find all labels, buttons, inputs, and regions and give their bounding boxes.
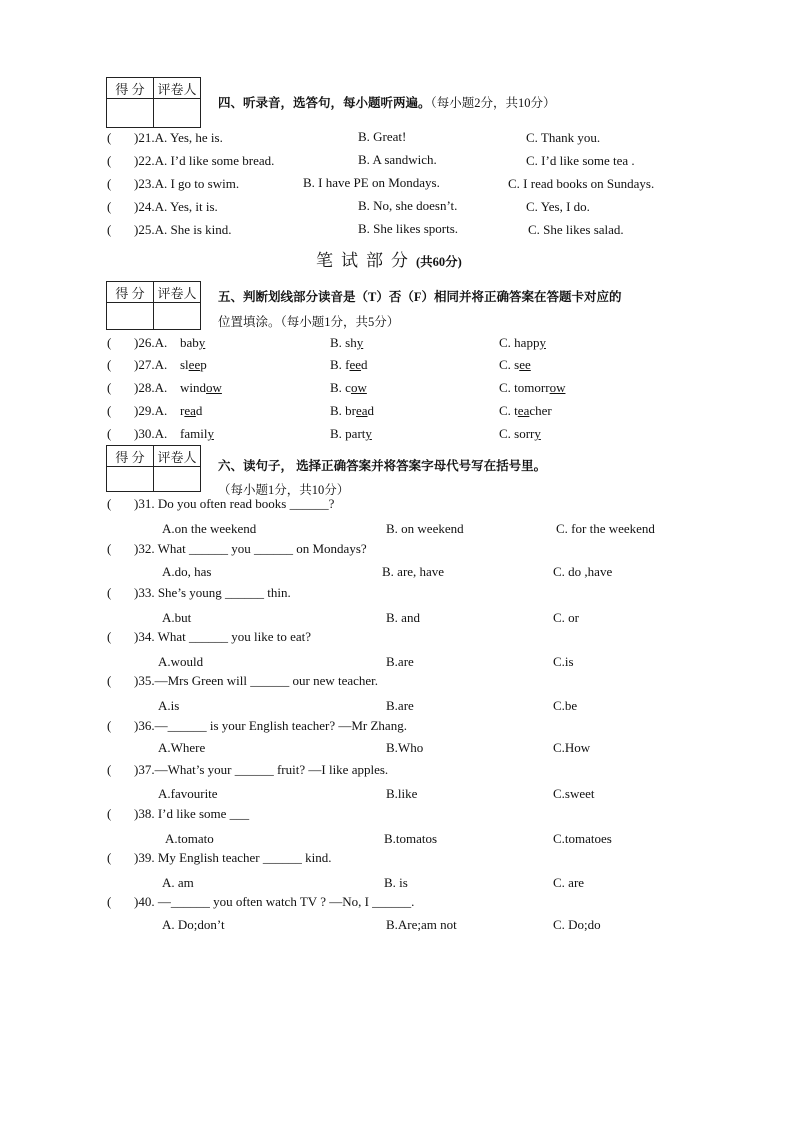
question-option-b: B. A sandwich. — [358, 152, 437, 167]
score-box-section6 — [106, 445, 201, 492]
answer-paren[interactable]: ( — [107, 762, 112, 777]
option-c — [499, 426, 541, 442]
question-option-a: )21.A. Yes, he is. — [134, 130, 223, 145]
option-a — [180, 426, 214, 442]
score-cell[interactable] — [107, 303, 154, 330]
word-part: B. br — [330, 403, 356, 418]
question-number: )27.A. — [134, 357, 168, 372]
answer-paren[interactable]: ( — [107, 673, 112, 688]
option-b: B.tomatos — [384, 831, 438, 846]
option-a — [180, 380, 222, 396]
answer-paren[interactable]: ( — [107, 718, 112, 733]
question-option-c: C. Thank you. — [526, 130, 601, 145]
score-box-section4 — [106, 77, 201, 128]
word-part: C. sorr — [499, 426, 535, 441]
question-text: )35.—Mrs Green will ______ our new teacher. — [134, 673, 379, 688]
word-part: famil — [180, 426, 208, 441]
answer-paren[interactable]: ( — [107, 403, 112, 418]
option-b: B. and — [386, 610, 420, 625]
underlined-sound: y — [534, 426, 541, 441]
question-text: )31. Do you often read books ______? — [134, 496, 335, 511]
score-label: 得 分 — [107, 446, 154, 467]
question-number: )26.A. — [134, 335, 168, 350]
answer-paren[interactable]: ( — [107, 380, 112, 395]
option-c: C.How — [553, 740, 591, 755]
question-option-a: )22.A. I’d like some bread. — [134, 153, 275, 168]
word-part: wind — [180, 380, 206, 395]
option-b — [330, 335, 363, 351]
underlined-sound: ea — [356, 403, 368, 418]
option-b — [330, 380, 367, 396]
question-option-b: B. Great! — [358, 129, 407, 144]
question-number: )29.A. — [134, 403, 168, 418]
question-text: )33. She’s young ______ thin. — [134, 585, 291, 600]
option-c — [499, 335, 546, 351]
answer-paren[interactable]: ( — [107, 426, 112, 441]
option-c: C.tomatoes — [553, 831, 612, 846]
section6-title-line1: 六、读句子， 选择正确答案并将答案字母代号写在括号里。 — [218, 459, 547, 473]
option-a — [180, 403, 202, 419]
option-c: C. or — [553, 610, 579, 625]
grader-label: 评卷人 — [154, 446, 201, 467]
option-b — [330, 357, 368, 373]
answer-paren[interactable]: ( — [107, 130, 112, 145]
word-part: d — [361, 357, 368, 372]
option-b: B. are, have — [382, 564, 445, 579]
question-option-a: )23.A. I go to swim. — [134, 176, 240, 191]
word-part: B. c — [330, 380, 351, 395]
option-c — [499, 380, 565, 396]
question-text: )37.—What’s your ______ fruit? —I like apples. — [134, 762, 389, 777]
question-text: )38. I’d like some ___ — [134, 806, 250, 821]
option-b: B.like — [386, 786, 418, 801]
underlined-sound: ow — [206, 380, 222, 395]
question-option-c: C. Yes, I do. — [526, 199, 590, 214]
answer-paren[interactable]: ( — [107, 335, 112, 350]
underlined-sound: ow — [350, 380, 367, 395]
answer-paren[interactable]: ( — [107, 153, 112, 168]
underlined-sound: y — [198, 335, 206, 350]
answer-paren[interactable]: ( — [107, 199, 112, 214]
question-number: )28.A. — [134, 380, 168, 395]
option-a: A.would — [158, 654, 204, 669]
written-section-title: 笔试部分(共60分) — [316, 251, 462, 270]
section4-title: 四、听录音，选答句，每小题听两遍。（每小题2分，共10分） — [218, 96, 556, 110]
underlined-sound: ee — [519, 357, 531, 372]
word-part: C. tomorr — [499, 380, 550, 395]
question-option-a: )24.A. Yes, it is. — [134, 199, 218, 214]
question-option-b: B. No, she doesn’t. — [358, 198, 458, 213]
word-part: d — [195, 403, 203, 418]
answer-paren[interactable]: ( — [107, 541, 112, 556]
answer-paren[interactable]: ( — [107, 357, 112, 372]
answer-paren[interactable]: ( — [107, 585, 112, 600]
option-a: A.tomato — [165, 831, 214, 846]
option-a: A.favourite — [158, 786, 218, 801]
grader-cell[interactable] — [154, 467, 201, 492]
question-option-c: C. She likes salad. — [528, 222, 624, 237]
underlined-sound: ea — [517, 403, 530, 418]
option-a: A.on the weekend — [162, 521, 257, 536]
option-b: B.Are;am not — [386, 917, 457, 932]
underlined-sound: ee — [188, 357, 201, 372]
option-a: A.but — [162, 610, 192, 625]
option-c: C.is — [553, 654, 574, 669]
word-part: bab — [180, 335, 199, 350]
score-label: 得 分 — [107, 78, 154, 99]
answer-paren[interactable]: ( — [107, 850, 112, 865]
word-part: C. t — [499, 403, 518, 418]
grader-cell[interactable] — [154, 303, 201, 330]
question-option-b: B. I have PE on Mondays. — [303, 175, 440, 190]
score-cell[interactable] — [107, 467, 154, 492]
underlined-sound: y — [207, 426, 214, 441]
answer-paren[interactable]: ( — [107, 629, 112, 644]
section6-title-line2: （每小题1分，共10分） — [218, 483, 350, 497]
option-a: A.do, has — [162, 564, 212, 579]
question-option-a: )25.A. She is kind. — [134, 222, 232, 237]
section5-title-line2: 位置填涂。（每小题1分，共5分） — [218, 315, 400, 329]
question-text: )39. My English teacher ______ kind. — [134, 850, 332, 865]
option-a — [180, 335, 205, 351]
option-b — [330, 426, 372, 442]
question-text: )40. —______ you often watch TV ? —No, I ______. — [134, 894, 415, 909]
grader-label: 评卷人 — [154, 78, 201, 99]
option-c — [499, 357, 531, 373]
word-part: d — [367, 403, 375, 418]
question-option-b: B. She likes sports. — [358, 221, 459, 236]
word-part: sl — [180, 357, 189, 372]
option-b — [330, 403, 374, 419]
option-a: A.Where — [158, 740, 206, 755]
score-cell[interactable] — [107, 99, 154, 128]
answer-paren[interactable]: ( — [107, 176, 112, 191]
word-part: p — [200, 357, 207, 372]
answer-paren[interactable]: ( — [107, 806, 112, 821]
word-part: C. s — [499, 357, 520, 372]
option-a — [180, 357, 207, 373]
section5-title-line1: 五、判断划线部分读音是（T）否（F）相同并将正确答案在答题卡对应的 — [218, 290, 622, 304]
option-b: B.are — [386, 654, 414, 669]
score-label: 得 分 — [107, 282, 154, 303]
question-text: )32. What ______ you ______ on Mondays? — [134, 541, 367, 556]
option-c — [499, 403, 552, 419]
underlined-sound: y — [365, 426, 372, 441]
question-option-c: C. I’d like some tea . — [526, 153, 635, 168]
option-a: A. Do;don’t — [162, 917, 225, 932]
word-part: B. f — [330, 357, 350, 372]
question-text: )36.—______ is your English teacher? —Mr Zhang. — [134, 718, 407, 733]
grader-cell[interactable] — [154, 99, 201, 128]
option-c: C. for the weekend — [556, 521, 655, 536]
question-option-c: C. I read books on Sundays. — [508, 176, 655, 191]
underlined-sound: y — [356, 335, 364, 350]
option-c: C. are — [553, 875, 585, 890]
grader-label: 评卷人 — [154, 282, 201, 303]
option-b: B.are — [386, 698, 414, 713]
word-part: r — [180, 403, 185, 418]
underlined-sound: ea — [184, 403, 196, 418]
score-box-section5 — [106, 281, 201, 330]
answer-paren[interactable]: ( — [107, 894, 112, 909]
word-part: B. part — [330, 426, 366, 441]
word-part: B. sh — [330, 335, 357, 350]
underlined-sound: y — [539, 335, 546, 350]
option-c: C. do ,have — [553, 564, 613, 579]
option-a: A. am — [162, 875, 194, 890]
underlined-sound: ee — [349, 357, 362, 372]
underlined-sound: ow — [549, 380, 566, 395]
option-c: C. Do;do — [553, 917, 601, 932]
word-part: cher — [529, 403, 552, 418]
question-text: )34. What ______ you like to eat? — [134, 629, 312, 644]
question-number: )30.A. — [134, 426, 168, 441]
option-b: B.Who — [386, 740, 424, 755]
option-b: B. is — [384, 875, 408, 890]
option-b: B. on weekend — [386, 521, 464, 536]
option-c: C.sweet — [553, 786, 595, 801]
answer-paren[interactable]: ( — [107, 222, 112, 237]
option-c: C.be — [553, 698, 578, 713]
option-a: A.is — [158, 698, 180, 713]
answer-paren[interactable]: ( — [107, 496, 112, 511]
word-part: C. happ — [499, 335, 540, 350]
